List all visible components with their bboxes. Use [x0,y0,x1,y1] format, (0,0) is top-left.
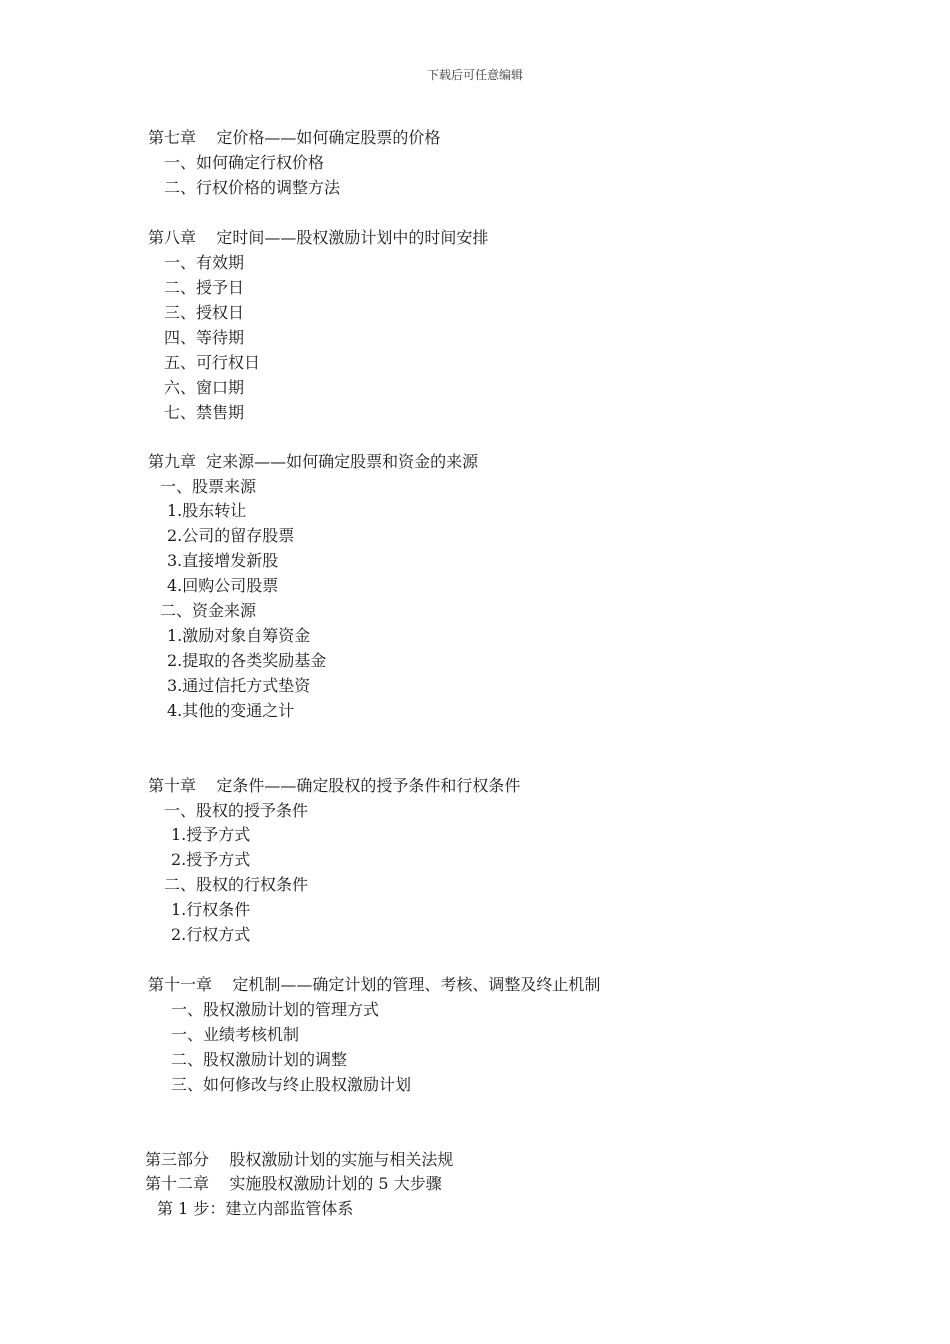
section-item: 一、股权激励计划的管理方式 [171,1000,380,1019]
chapter-7-heading: 第七章 定价格——如何确定股票的价格 [148,128,441,147]
sub-item: 2.行权方式 [171,925,251,944]
section-item: 三、授权日 [164,303,245,322]
sub-item: 4.回购公司股票 [167,576,279,595]
sub-item: 3.直接增发新股 [167,551,279,570]
page-header: 下载后可任意编辑 [426,68,523,82]
chapter-8-heading: 第八章 定时间——股权激励计划中的时间安排 [148,228,489,247]
sub-item: 4.其他的变通之计 [167,701,295,720]
section-item: 一、业绩考核机制 [171,1025,300,1044]
section-item: 三、如何修改与终止股权激励计划 [171,1075,412,1094]
section-item: 二、股权的行权条件 [164,875,309,894]
section-item: 一、股票来源 [160,477,257,496]
chapter-10-heading: 第十章 定条件——确定股权的授予条件和行权条件 [148,776,521,795]
chapter-12-heading: 第十二章 实施股权激励计划的 5 大步骤 [145,1174,442,1193]
sub-item: 1.激励对象自筹资金 [167,626,311,645]
sub-item: 1.行权条件 [171,900,251,919]
chapter-9-heading: 第九章 定来源——如何确定股票和资金的来源 [148,452,479,471]
section-item: 二、股权激励计划的调整 [171,1050,348,1069]
section-item: 一、有效期 [164,253,245,272]
chapter-11-heading: 第十一章 定机制——确定计划的管理、考核、调整及终止机制 [148,975,601,994]
section-item: 七、禁售期 [164,403,245,422]
section-item: 二、授予日 [164,278,245,297]
sub-item: 1.股东转让 [167,501,247,520]
section-item: 二、行权价格的调整方法 [164,178,341,197]
sub-item: 2.公司的留存股票 [167,526,295,545]
part-3-heading: 第三部分 股权激励计划的实施与相关法规 [145,1150,454,1169]
sub-item: 2.授予方式 [171,850,251,869]
section-item: 五、可行权日 [164,353,261,372]
section-item: 一、股权的授予条件 [164,801,309,820]
section-item: 一、如何确定行权价格 [164,153,325,172]
section-item: 六、窗口期 [164,378,245,397]
sub-item: 2.提取的各类奖励基金 [167,651,327,670]
sub-item: 1.授予方式 [171,825,251,844]
step-item: 第 1 步：建立内部监管体系 [157,1199,354,1218]
sub-item: 3.通过信托方式垫资 [167,676,311,695]
section-item: 二、资金来源 [160,601,257,620]
section-item: 四、等待期 [164,328,245,347]
